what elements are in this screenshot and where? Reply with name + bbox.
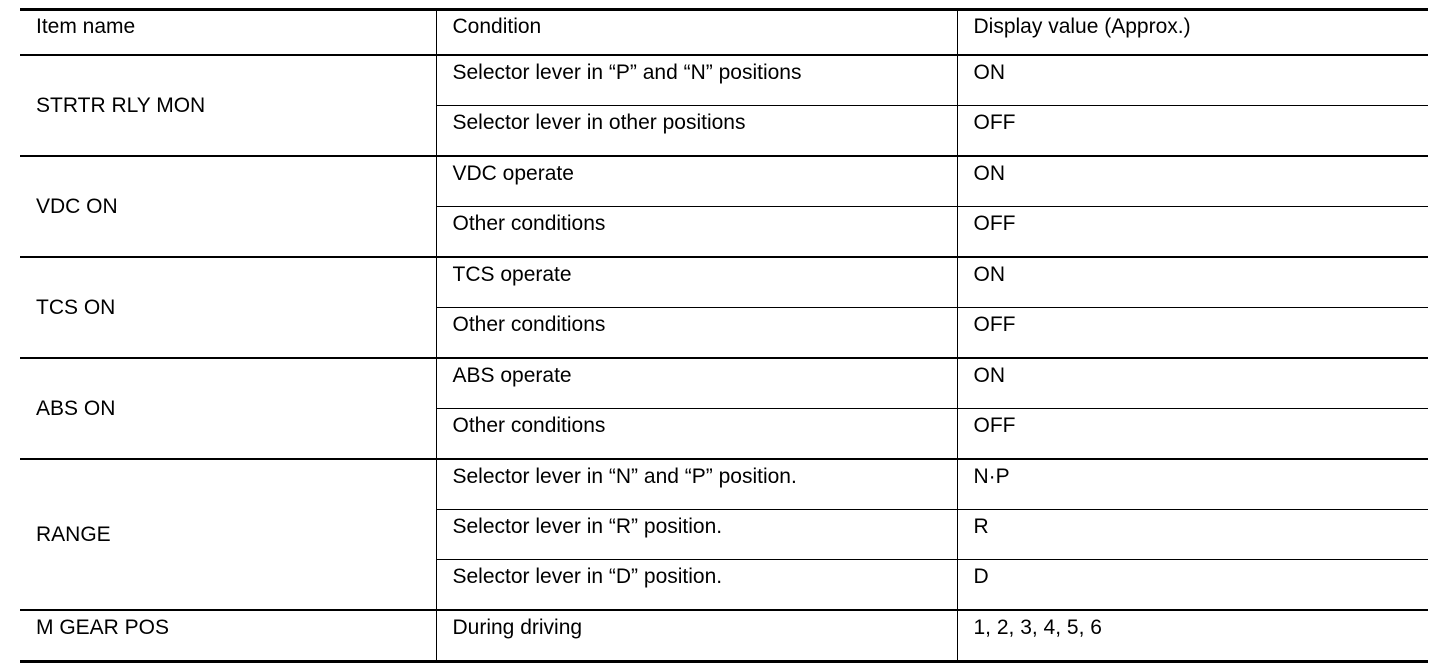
- table-row: [20, 610, 1428, 662]
- table-row: [20, 257, 1428, 308]
- display-value-cell: R: [957, 510, 1428, 560]
- condition-cell: Selector lever in “R” position.: [436, 510, 957, 560]
- header-display-value: Display value (Approx.): [957, 10, 1428, 56]
- condition-cell: Selector lever in “D” position.: [436, 560, 957, 611]
- item-name-cell: VDC ON: [20, 156, 436, 257]
- condition-cell: Selector lever in “N” and “P” position.: [436, 459, 957, 510]
- table-row: [20, 156, 1428, 207]
- table-row: [20, 459, 1428, 510]
- condition-cell: Other conditions: [436, 207, 957, 258]
- item-name-cell: TCS ON: [20, 257, 436, 358]
- display-value-cell: OFF: [957, 207, 1428, 258]
- item-name-cell: RANGE: [20, 459, 436, 610]
- condition-cell: VDC operate: [436, 156, 957, 207]
- display-value-cell: D: [957, 560, 1428, 611]
- header-item-name: Item name: [20, 10, 436, 56]
- condition-cell: Selector lever in other positions: [436, 106, 957, 157]
- display-value-cell: ON: [957, 156, 1428, 207]
- item-name-cell: ABS ON: [20, 358, 436, 459]
- condition-cell: Other conditions: [436, 409, 957, 460]
- item-name-cell: M GEAR POS: [20, 610, 436, 662]
- table-row: [20, 358, 1428, 409]
- header-row: [20, 10, 1428, 56]
- condition-cell: During driving: [436, 610, 957, 662]
- header-condition: Condition: [436, 10, 957, 56]
- condition-cell: Selector lever in “P” and “N” positions: [436, 55, 957, 106]
- display-value-cell: OFF: [957, 409, 1428, 460]
- condition-cell: Other conditions: [436, 308, 957, 359]
- display-value-cell: N·P: [957, 459, 1428, 510]
- condition-cell: TCS operate: [436, 257, 957, 308]
- display-value-cell: ON: [957, 358, 1428, 409]
- table-row: [20, 55, 1428, 106]
- item-name-cell: STRTR RLY MON: [20, 55, 436, 156]
- display-value-cell: OFF: [957, 308, 1428, 359]
- display-value-cell: ON: [957, 55, 1428, 106]
- data-monitor-table: [20, 8, 1428, 663]
- display-value-cell: 1, 2, 3, 4, 5, 6: [957, 610, 1428, 662]
- display-value-cell: OFF: [957, 106, 1428, 157]
- display-value-cell: ON: [957, 257, 1428, 308]
- condition-cell: ABS operate: [436, 358, 957, 409]
